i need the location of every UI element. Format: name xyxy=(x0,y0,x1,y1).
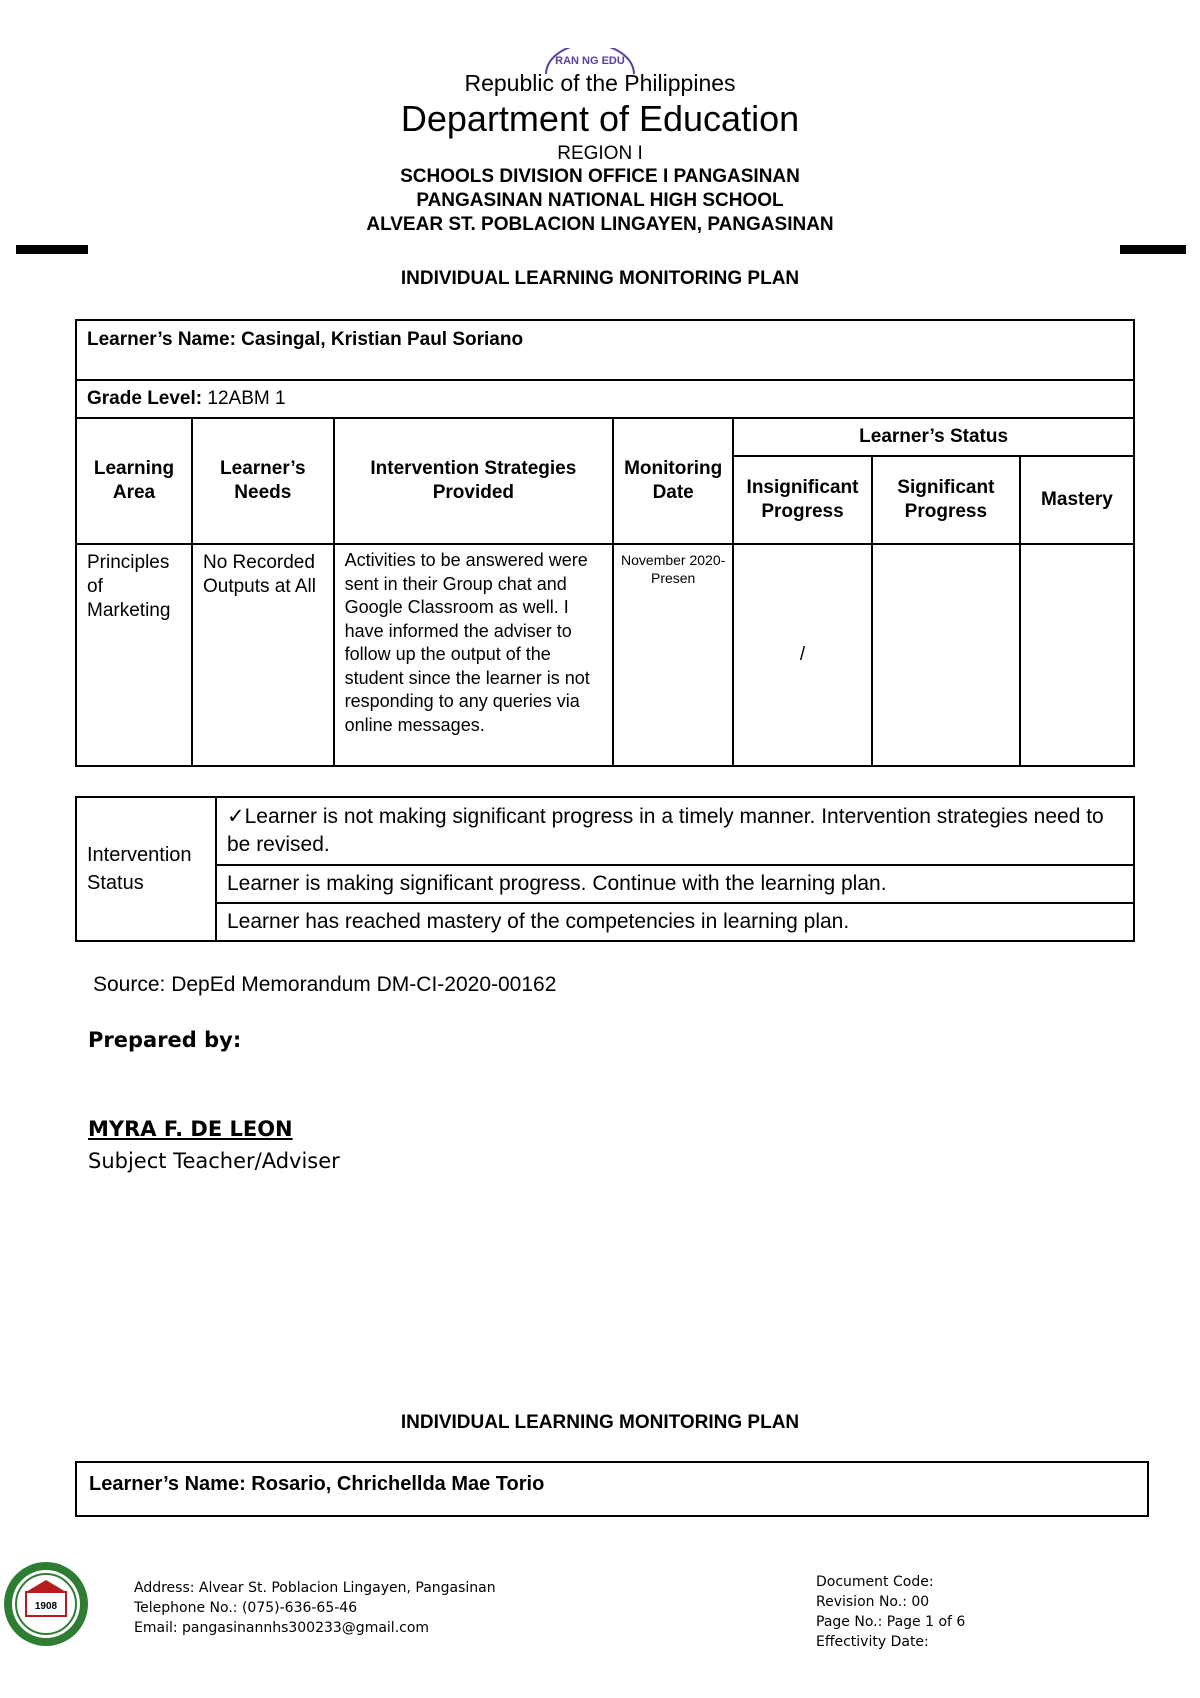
teacher-name: MYRA F. DE LEON xyxy=(88,1117,293,1141)
col-significant-progress: Significant Progress xyxy=(872,456,1020,544)
header-bar-right xyxy=(1120,245,1186,254)
division-heading: SCHOOLS DIVISION OFFICE I PANGASINAN xyxy=(400,166,800,187)
department-heading: Department of Education xyxy=(400,98,800,139)
footer-address: Address: Alvear St. Poblacion Lingayen, Pangasinan xyxy=(134,1580,496,1596)
monitoring-date-value: November 2020-Presen xyxy=(613,544,733,766)
learning-area-value: Principles of Marketing xyxy=(76,544,192,766)
footer-page-number: Page No.: Page 1 of 6 xyxy=(816,1614,966,1630)
status-option-progressing: Learner is making significant progress. Continue with the learning plan. xyxy=(216,865,1134,903)
footer-telephone: Telephone No.: (075)-636-65-46 xyxy=(134,1600,358,1616)
school-logo-icon xyxy=(2,1560,90,1648)
significant-progress-mark xyxy=(872,544,1020,766)
teacher-role: Subject Teacher/Adviser xyxy=(88,1149,340,1173)
seal-text: RAN NG EDU xyxy=(555,55,625,67)
footer-effectivity-date: Effectivity Date: xyxy=(816,1634,929,1650)
grade-level-label: Grade Level: xyxy=(87,388,203,409)
intervention-status-label: Intervention Status xyxy=(76,797,216,941)
col-learners-status: Learner’s Status xyxy=(733,418,1134,456)
learners-needs-value: No Recorded Outputs at All xyxy=(192,544,334,766)
plan-title: INDIVIDUAL LEARNING MONITORING PLAN xyxy=(400,268,800,289)
intervention-status-table xyxy=(75,796,1135,942)
learner-name-2: Learner’s Name: Rosario, Chrichellda Mae Torio xyxy=(89,1473,545,1495)
col-insignificant-progress: Insignificant Progress xyxy=(733,456,872,544)
status-option-mastery: Learner has reached mastery of the competencies in learning plan. xyxy=(216,903,1134,941)
grade-level-value: 12ABM 1 xyxy=(202,388,286,409)
footer-contact xyxy=(134,1578,496,1638)
status-option-not-progressing xyxy=(216,797,1134,865)
status-option-text: Learner is not making significant progress in a timely manner. Intervention strategies need to be revised. xyxy=(227,805,1104,856)
address-heading: ALVEAR ST. POBLACION LINGAYEN, PANGASINAN xyxy=(366,214,834,235)
prepared-by-label: Prepared by: xyxy=(88,1028,242,1052)
plan-title-2: INDIVIDUAL LEARNING MONITORING PLAN xyxy=(400,1412,800,1433)
col-monitoring-date: Monitoring Date xyxy=(613,418,733,544)
monitoring-plan-table xyxy=(75,319,1135,767)
header-bar-left xyxy=(16,245,88,254)
footer-document-code: Document Code: xyxy=(816,1574,934,1590)
intervention-strategies-value: Activities to be answered were sent in their Group chat and Google Classroom as well. I have informed the adviser to follow up the output of the student since the learner is not responding to any queries via online messages. xyxy=(334,544,613,766)
region-heading: REGION I xyxy=(557,143,643,164)
learner-name-box-2 xyxy=(75,1461,1149,1517)
footer-document-info xyxy=(816,1572,965,1652)
col-mastery: Mastery xyxy=(1020,456,1134,544)
col-learners-needs: Learner’s Needs xyxy=(192,418,334,544)
col-intervention-strategies: Intervention Strategies Provided xyxy=(334,418,613,544)
check-icon: ✓ xyxy=(227,805,245,828)
republic-heading: Republic of the Philippines xyxy=(464,70,736,96)
learner-name-cell: Learner’s Name: Casingal, Kristian Paul Soriano xyxy=(76,320,1134,380)
footer-email: Email: pangasinannhs300233@gmail.com xyxy=(134,1620,430,1636)
source-note: Source: DepEd Memorandum DM-CI-2020-00162 xyxy=(93,973,557,996)
grade-level-cell xyxy=(76,380,1134,418)
footer-revision: Revision No.: 00 xyxy=(816,1594,930,1610)
school-heading: PANGASINAN NATIONAL HIGH SCHOOL xyxy=(416,190,784,211)
logo-year: 1908 xyxy=(34,1601,58,1612)
col-learning-area: Learning Area xyxy=(76,418,192,544)
mastery-mark xyxy=(1020,544,1134,766)
insignificant-progress-mark: / xyxy=(733,544,872,766)
